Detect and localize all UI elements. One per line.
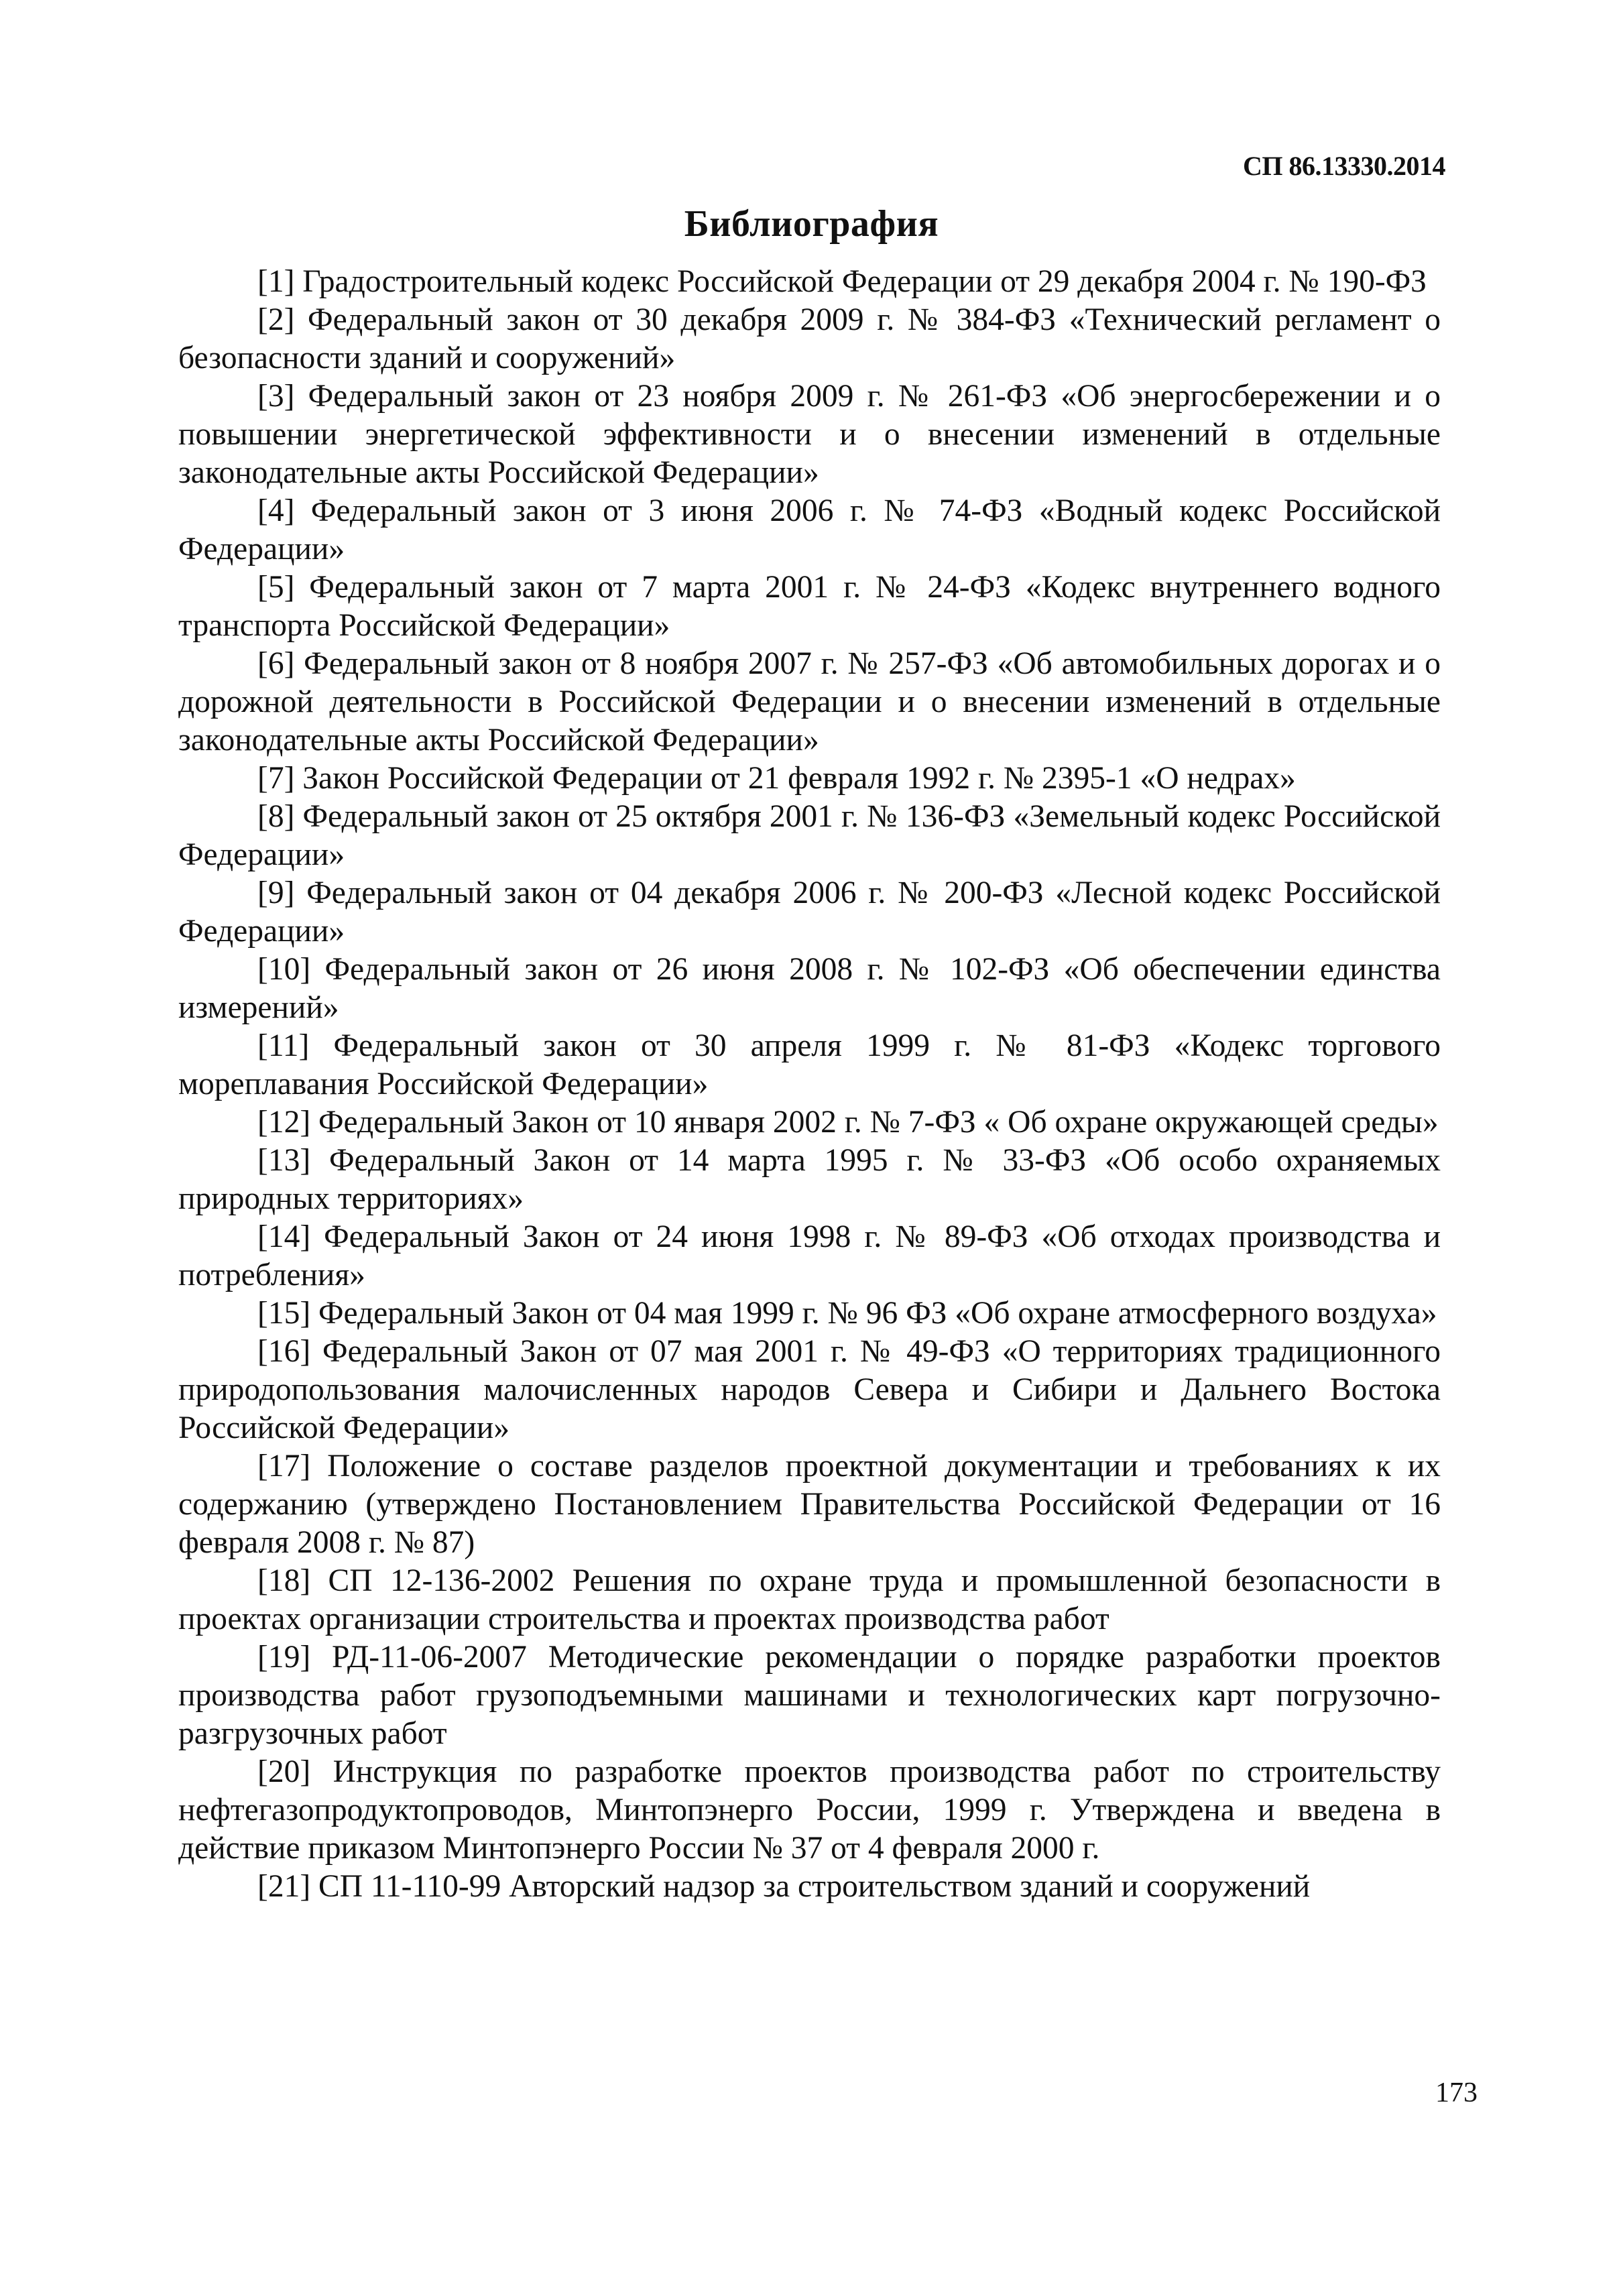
bibliography-entry: [4] Федеральный закон от 3 июня 2006 г. № 74-ФЗ «Водный кодекс Российской Федерации» — [178, 493, 1441, 566]
page-number: 173 — [1435, 2077, 1478, 2108]
bibliography-entry: [8] Федеральный закон от 25 октября 2001 г. № 136-ФЗ «Земельный кодекс Российской Федерации» — [178, 799, 1441, 872]
bibliography-entry: [16] Федеральный Закон от 07 мая 2001 г. № 49-ФЗ «О территориях традиционного природопользования малочисленных народов Севера и Сибири и Дальнего Востока Российской Федерации» — [178, 1334, 1441, 1445]
bibliography-entry: [6] Федеральный закон от 8 ноября 2007 г. № 257-ФЗ «Об автомобильных дорогах и о дорожной деятельности в Российской Федерации и о внесении изменений в отдельные законодательные акты Российской Федерации» — [178, 646, 1441, 758]
bibliography-entry: [2] Федеральный закон от 30 декабря 2009 г. № 384-ФЗ «Технический регламент о безопасности зданий и сооружений» — [178, 302, 1441, 375]
bibliography-entry: [10] Федеральный закон от 26 июня 2008 г. № 102-ФЗ «Об обеспечении единства измерений» — [178, 952, 1441, 1025]
bibliography-entry: [11] Федеральный закон от 30 апреля 1999 г. № 81-ФЗ «Кодекс торгового мореплавания Российской Федерации» — [178, 1028, 1441, 1101]
bibliography-entry: [20] Инструкция по разработке проектов производства работ по строительству нефтегазопродуктопроводов, Минтопэнерго России, 1999 г. Утверждена и введена в действие приказом Минтопэнерго России № 37 от 4 февраля 2000 г. — [178, 1754, 1441, 1866]
bibliography-entry: [14] Федеральный Закон от 24 июня 1998 г. № 89-ФЗ «Об отходах производства и потребления» — [178, 1219, 1441, 1292]
bibliography-entry: [13] Федеральный Закон от 14 марта 1995 г. № 33-ФЗ «Об особо охраняемых природных территориях» — [178, 1143, 1441, 1216]
bibliography-entry: [17] Положение о составе разделов проектной документации и требованиях к их содержанию (утверждено Постановлением Правительства Российской Федерации от 16 февраля 2008 г. № 87) — [178, 1449, 1441, 1560]
bibliography-entry: [5] Федеральный закон от 7 марта 2001 г. № 24-ФЗ «Кодекс внутреннего водного транспорта Российской Федерации» — [178, 570, 1441, 643]
bibliography-entry: [9] Федеральный закон от 04 декабря 2006 г. № 200-ФЗ «Лесной кодекс Российской Федерации» — [178, 875, 1441, 949]
bibliography-list — [178, 263, 1441, 1906]
bibliography-entry: [18] СП 12-136-2002 Решения по охране труда и промышленной безопасности в проектах организации строительства и проектах производства работ — [178, 1563, 1441, 1636]
page-title: Библиография — [684, 203, 939, 245]
bibliography-entry: [3] Федеральный закон от 23 ноября 2009 г. № 261-ФЗ «Об энергосбережении и о повышении энергетической эффективности и о внесении изменений в отдельные законодательные акты Российской Федерации» — [178, 379, 1441, 490]
bibliography-entry: [1] Градостроительный кодекс Российской Федерации от 29 декабря 2004 г. № 190-ФЗ — [257, 264, 1427, 299]
bibliography-entry: [7] Закон Российской Федерации от 21 февраля 1992 г. № 2395-1 «О недрах» — [257, 761, 1296, 796]
bibliography-entry: [19] РД-11-06-2007 Методические рекомендации о порядке разработки проектов производства работ грузоподъемными машинами и технологических карт погрузочно-разгрузочных работ — [178, 1640, 1441, 1751]
document-code: СП 86.13330.2014 — [1243, 151, 1445, 181]
bibliography-entry: [15] Федеральный Закон от 04 мая 1999 г. № 96 ФЗ «Об охране атмосферного воздуха» — [257, 1296, 1437, 1331]
bibliography-entry: [21] СП 11-110-99 Авторский надзор за строительством зданий и сооружений — [257, 1869, 1311, 1904]
bibliography-entry: [12] Федеральный Закон от 10 января 2002 г. № 7-ФЗ « Об охране окружающей среды» — [257, 1105, 1439, 1140]
